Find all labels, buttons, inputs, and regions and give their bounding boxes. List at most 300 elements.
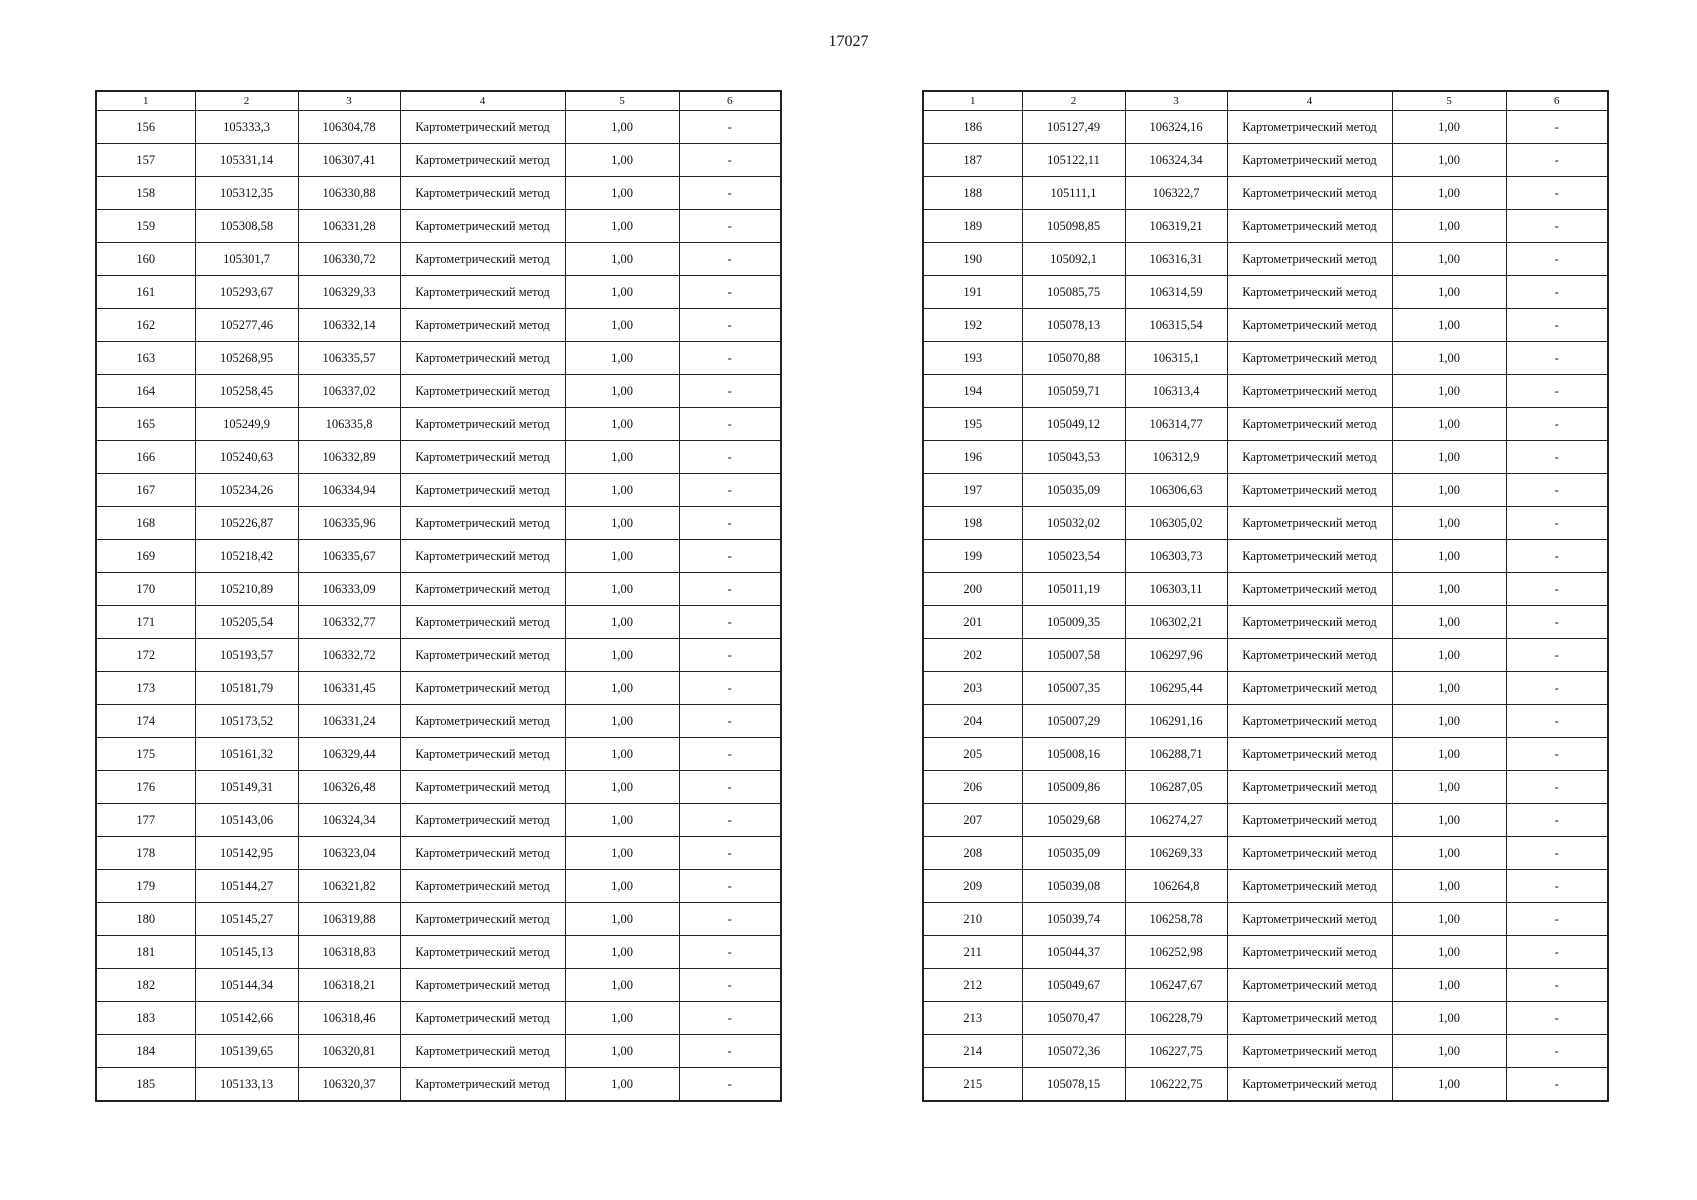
table-row: [96, 276, 781, 309]
method-cell: Картометрический метод: [1227, 111, 1392, 144]
point-number-cell: 180: [96, 903, 195, 936]
note-cell: -: [679, 936, 781, 969]
method-cell: Картометрический метод: [1227, 903, 1392, 936]
method-cell: Картометрический метод: [400, 771, 565, 804]
method-cell: Картометрический метод: [1227, 243, 1392, 276]
note-cell: -: [1506, 276, 1608, 309]
y-coordinate-cell: 106304,78: [298, 111, 400, 144]
point-number-cell: 162: [96, 309, 195, 342]
accuracy-cell: 1,00: [1392, 177, 1506, 210]
note-cell: -: [1506, 144, 1608, 177]
method-cell: Картометрический метод: [1227, 375, 1392, 408]
x-coordinate-cell: 105193,57: [195, 639, 298, 672]
coordinates-table-right: [922, 90, 1609, 1102]
point-number-cell: 190: [923, 243, 1022, 276]
method-cell: Картометрический метод: [400, 540, 565, 573]
method-cell: Картометрический метод: [400, 507, 565, 540]
method-cell: Картометрический метод: [400, 1068, 565, 1102]
table-header-row: [923, 91, 1608, 111]
point-number-cell: 194: [923, 375, 1022, 408]
method-cell: Картометрический метод: [400, 111, 565, 144]
table-row: [96, 837, 781, 870]
method-cell: Картометрический метод: [400, 672, 565, 705]
point-number-cell: 159: [96, 210, 195, 243]
x-coordinate-cell: 105043,53: [1022, 441, 1125, 474]
method-cell: Картометрический метод: [400, 705, 565, 738]
point-number-cell: 208: [923, 837, 1022, 870]
note-cell: -: [1506, 441, 1608, 474]
x-coordinate-cell: 105039,08: [1022, 870, 1125, 903]
y-coordinate-cell: 106332,14: [298, 309, 400, 342]
accuracy-cell: 1,00: [565, 738, 679, 771]
y-coordinate-cell: 106322,7: [1125, 177, 1227, 210]
note-cell: -: [679, 672, 781, 705]
note-cell: -: [1506, 936, 1608, 969]
point-number-cell: 172: [96, 639, 195, 672]
accuracy-cell: 1,00: [1392, 342, 1506, 375]
point-number-cell: 175: [96, 738, 195, 771]
table-row: [923, 309, 1608, 342]
point-number-cell: 192: [923, 309, 1022, 342]
method-cell: Картометрический метод: [1227, 837, 1392, 870]
table-row: [96, 342, 781, 375]
table-row: [96, 771, 781, 804]
method-cell: Картометрический метод: [1227, 309, 1392, 342]
note-cell: -: [1506, 408, 1608, 441]
note-cell: -: [1506, 573, 1608, 606]
table-row: [923, 276, 1608, 309]
accuracy-cell: 1,00: [565, 1068, 679, 1102]
table-row: [96, 1068, 781, 1102]
y-coordinate-cell: 106320,37: [298, 1068, 400, 1102]
y-coordinate-cell: 106288,71: [1125, 738, 1227, 771]
y-coordinate-cell: 106227,75: [1125, 1035, 1227, 1068]
x-coordinate-cell: 105007,58: [1022, 639, 1125, 672]
y-coordinate-cell: 106307,41: [298, 144, 400, 177]
table-row: [96, 111, 781, 144]
method-cell: Картометрический метод: [1227, 507, 1392, 540]
table-row: [923, 639, 1608, 672]
accuracy-cell: 1,00: [565, 804, 679, 837]
note-cell: -: [1506, 177, 1608, 210]
note-cell: -: [1506, 111, 1608, 144]
y-coordinate-cell: 106335,96: [298, 507, 400, 540]
note-cell: -: [1506, 771, 1608, 804]
table-row: [923, 408, 1608, 441]
accuracy-cell: 1,00: [1392, 1068, 1506, 1102]
x-coordinate-cell: 105139,65: [195, 1035, 298, 1068]
accuracy-cell: 1,00: [1392, 672, 1506, 705]
x-coordinate-cell: 105011,19: [1022, 573, 1125, 606]
note-cell: -: [1506, 837, 1608, 870]
y-coordinate-cell: 106291,16: [1125, 705, 1227, 738]
table-row: [96, 210, 781, 243]
y-coordinate-cell: 106331,45: [298, 672, 400, 705]
accuracy-cell: 1,00: [565, 969, 679, 1002]
method-cell: Картометрический метод: [1227, 1035, 1392, 1068]
method-cell: Картометрический метод: [400, 804, 565, 837]
method-cell: Картометрический метод: [400, 144, 565, 177]
accuracy-cell: 1,00: [565, 276, 679, 309]
y-coordinate-cell: 106332,72: [298, 639, 400, 672]
table-row: [96, 474, 781, 507]
point-number-cell: 160: [96, 243, 195, 276]
x-coordinate-cell: 105072,36: [1022, 1035, 1125, 1068]
y-coordinate-cell: 106319,21: [1125, 210, 1227, 243]
point-number-cell: 177: [96, 804, 195, 837]
x-coordinate-cell: 105312,35: [195, 177, 298, 210]
method-cell: Картометрический метод: [1227, 606, 1392, 639]
method-cell: Картометрический метод: [1227, 408, 1392, 441]
accuracy-cell: 1,00: [1392, 210, 1506, 243]
point-number-cell: 201: [923, 606, 1022, 639]
point-number-cell: 215: [923, 1068, 1022, 1102]
y-coordinate-cell: 106302,21: [1125, 606, 1227, 639]
y-coordinate-cell: 106252,98: [1125, 936, 1227, 969]
table-row: [923, 144, 1608, 177]
y-coordinate-cell: 106297,96: [1125, 639, 1227, 672]
note-cell: -: [679, 1002, 781, 1035]
note-cell: -: [679, 771, 781, 804]
method-cell: Картометрический метод: [400, 639, 565, 672]
accuracy-cell: 1,00: [1392, 309, 1506, 342]
x-coordinate-cell: 105070,47: [1022, 1002, 1125, 1035]
accuracy-cell: 1,00: [565, 870, 679, 903]
table-row: [923, 573, 1608, 606]
y-coordinate-cell: 106247,67: [1125, 969, 1227, 1002]
table-row: [923, 672, 1608, 705]
point-number-cell: 211: [923, 936, 1022, 969]
y-coordinate-cell: 106318,83: [298, 936, 400, 969]
method-cell: Картометрический метод: [1227, 474, 1392, 507]
method-cell: Картометрический метод: [1227, 144, 1392, 177]
accuracy-cell: 1,00: [1392, 573, 1506, 606]
page-number: 17027: [828, 33, 869, 50]
table-row: [923, 441, 1608, 474]
method-cell: Картометрический метод: [1227, 1002, 1392, 1035]
method-cell: Картометрический метод: [1227, 771, 1392, 804]
coordinates-table-left: [95, 90, 782, 1102]
point-number-cell: 167: [96, 474, 195, 507]
column-header-5: 5: [1392, 91, 1506, 111]
table-row: [923, 804, 1608, 837]
x-coordinate-cell: 105143,06: [195, 804, 298, 837]
table-row: [923, 210, 1608, 243]
point-number-cell: 178: [96, 837, 195, 870]
table-row: [923, 936, 1608, 969]
table-row: [96, 639, 781, 672]
table-row: [923, 969, 1608, 1002]
note-cell: -: [1506, 606, 1608, 639]
accuracy-cell: 1,00: [1392, 408, 1506, 441]
table-row: [96, 375, 781, 408]
table-row: [96, 738, 781, 771]
table-row: [96, 1002, 781, 1035]
method-cell: Картометрический метод: [1227, 573, 1392, 606]
accuracy-cell: 1,00: [1392, 936, 1506, 969]
y-coordinate-cell: 106305,02: [1125, 507, 1227, 540]
accuracy-cell: 1,00: [565, 210, 679, 243]
table-header-row: [96, 91, 781, 111]
x-coordinate-cell: 105226,87: [195, 507, 298, 540]
method-cell: Картометрический метод: [1227, 705, 1392, 738]
point-number-cell: 196: [923, 441, 1022, 474]
method-cell: Картометрический метод: [400, 342, 565, 375]
table-row: [96, 606, 781, 639]
accuracy-cell: 1,00: [565, 540, 679, 573]
point-number-cell: 212: [923, 969, 1022, 1002]
y-coordinate-cell: 106306,63: [1125, 474, 1227, 507]
note-cell: -: [679, 375, 781, 408]
column-header-2: 2: [195, 91, 298, 111]
table-row: [923, 474, 1608, 507]
method-cell: Картометрический метод: [1227, 870, 1392, 903]
y-coordinate-cell: 106329,44: [298, 738, 400, 771]
note-cell: -: [679, 441, 781, 474]
method-cell: Картометрический метод: [400, 606, 565, 639]
accuracy-cell: 1,00: [1392, 903, 1506, 936]
method-cell: Картометрический метод: [1227, 540, 1392, 573]
note-cell: -: [1506, 507, 1608, 540]
point-number-cell: 193: [923, 342, 1022, 375]
method-cell: Картометрический метод: [400, 408, 565, 441]
method-cell: Картометрический метод: [1227, 177, 1392, 210]
method-cell: Картометрический метод: [400, 1035, 565, 1068]
note-cell: -: [1506, 870, 1608, 903]
table-row: [96, 243, 781, 276]
accuracy-cell: 1,00: [565, 375, 679, 408]
method-cell: Картометрический метод: [1227, 672, 1392, 705]
x-coordinate-cell: 105111,1: [1022, 177, 1125, 210]
point-number-cell: 174: [96, 705, 195, 738]
x-coordinate-cell: 105044,37: [1022, 936, 1125, 969]
accuracy-cell: 1,00: [565, 705, 679, 738]
x-coordinate-cell: 105149,31: [195, 771, 298, 804]
point-number-cell: 158: [96, 177, 195, 210]
accuracy-cell: 1,00: [1392, 441, 1506, 474]
accuracy-cell: 1,00: [565, 243, 679, 276]
method-cell: Картометрический метод: [1227, 969, 1392, 1002]
x-coordinate-cell: 105173,52: [195, 705, 298, 738]
method-cell: Картометрический метод: [1227, 738, 1392, 771]
table-row: [923, 375, 1608, 408]
point-number-cell: 199: [923, 540, 1022, 573]
table-row: [96, 903, 781, 936]
table-row: [96, 705, 781, 738]
y-coordinate-cell: 106264,8: [1125, 870, 1227, 903]
table-row: [96, 804, 781, 837]
accuracy-cell: 1,00: [565, 177, 679, 210]
point-number-cell: 170: [96, 573, 195, 606]
y-coordinate-cell: 106316,31: [1125, 243, 1227, 276]
table-row: [923, 243, 1608, 276]
accuracy-cell: 1,00: [1392, 111, 1506, 144]
accuracy-cell: 1,00: [1392, 705, 1506, 738]
point-number-cell: 213: [923, 1002, 1022, 1035]
table-row: [96, 309, 781, 342]
accuracy-cell: 1,00: [565, 408, 679, 441]
note-cell: -: [1506, 639, 1608, 672]
method-cell: Картометрический метод: [400, 936, 565, 969]
x-coordinate-cell: 105308,58: [195, 210, 298, 243]
note-cell: -: [679, 540, 781, 573]
accuracy-cell: 1,00: [1392, 969, 1506, 1002]
point-number-cell: 161: [96, 276, 195, 309]
x-coordinate-cell: 105145,27: [195, 903, 298, 936]
accuracy-cell: 1,00: [1392, 276, 1506, 309]
table-row: [923, 738, 1608, 771]
y-coordinate-cell: 106318,46: [298, 1002, 400, 1035]
note-cell: -: [679, 804, 781, 837]
x-coordinate-cell: 105007,29: [1022, 705, 1125, 738]
y-coordinate-cell: 106287,05: [1125, 771, 1227, 804]
y-coordinate-cell: 106330,72: [298, 243, 400, 276]
table-row: [96, 969, 781, 1002]
y-coordinate-cell: 106313,4: [1125, 375, 1227, 408]
method-cell: Картометрический метод: [400, 1002, 565, 1035]
x-coordinate-cell: 105059,71: [1022, 375, 1125, 408]
accuracy-cell: 1,00: [1392, 375, 1506, 408]
method-cell: Картометрический метод: [400, 309, 565, 342]
accuracy-cell: 1,00: [565, 441, 679, 474]
column-header-6: 6: [679, 91, 781, 111]
table-row: [923, 870, 1608, 903]
column-header-3: 3: [298, 91, 400, 111]
point-number-cell: 184: [96, 1035, 195, 1068]
x-coordinate-cell: 105210,89: [195, 573, 298, 606]
point-number-cell: 200: [923, 573, 1022, 606]
column-header-6: 6: [1506, 91, 1608, 111]
note-cell: -: [679, 969, 781, 1002]
y-coordinate-cell: 106335,67: [298, 540, 400, 573]
point-number-cell: 164: [96, 375, 195, 408]
table-row: [96, 408, 781, 441]
accuracy-cell: 1,00: [1392, 606, 1506, 639]
x-coordinate-cell: 105049,67: [1022, 969, 1125, 1002]
method-cell: Картометрический метод: [400, 243, 565, 276]
note-cell: -: [1506, 705, 1608, 738]
x-coordinate-cell: 105009,35: [1022, 606, 1125, 639]
x-coordinate-cell: 105144,27: [195, 870, 298, 903]
y-coordinate-cell: 106333,09: [298, 573, 400, 606]
y-coordinate-cell: 106312,9: [1125, 441, 1227, 474]
y-coordinate-cell: 106315,1: [1125, 342, 1227, 375]
method-cell: Картометрический метод: [400, 375, 565, 408]
note-cell: -: [679, 408, 781, 441]
note-cell: -: [1506, 1002, 1608, 1035]
table-row: [923, 111, 1608, 144]
column-header-4: 4: [400, 91, 565, 111]
x-coordinate-cell: 105234,26: [195, 474, 298, 507]
accuracy-cell: 1,00: [1392, 144, 1506, 177]
point-number-cell: 186: [923, 111, 1022, 144]
x-coordinate-cell: 105078,13: [1022, 309, 1125, 342]
accuracy-cell: 1,00: [565, 1002, 679, 1035]
note-cell: -: [679, 573, 781, 606]
accuracy-cell: 1,00: [565, 309, 679, 342]
note-cell: -: [1506, 738, 1608, 771]
y-coordinate-cell: 106331,24: [298, 705, 400, 738]
accuracy-cell: 1,00: [565, 507, 679, 540]
method-cell: Картометрический метод: [1227, 1068, 1392, 1102]
point-number-cell: 195: [923, 408, 1022, 441]
accuracy-cell: 1,00: [565, 144, 679, 177]
table-row: [96, 672, 781, 705]
note-cell: -: [679, 705, 781, 738]
note-cell: -: [679, 1068, 781, 1102]
accuracy-cell: 1,00: [565, 1035, 679, 1068]
y-coordinate-cell: 106331,28: [298, 210, 400, 243]
y-coordinate-cell: 106228,79: [1125, 1002, 1227, 1035]
table-row: [923, 1035, 1608, 1068]
accuracy-cell: 1,00: [565, 573, 679, 606]
accuracy-cell: 1,00: [1392, 474, 1506, 507]
y-coordinate-cell: 106314,59: [1125, 276, 1227, 309]
point-number-cell: 205: [923, 738, 1022, 771]
method-cell: Картометрический метод: [400, 969, 565, 1002]
note-cell: -: [679, 111, 781, 144]
x-coordinate-cell: 105032,02: [1022, 507, 1125, 540]
y-coordinate-cell: 106334,94: [298, 474, 400, 507]
table-row: [96, 144, 781, 177]
y-coordinate-cell: 106303,11: [1125, 573, 1227, 606]
point-number-cell: 179: [96, 870, 195, 903]
point-number-cell: 182: [96, 969, 195, 1002]
point-number-cell: 204: [923, 705, 1022, 738]
accuracy-cell: 1,00: [565, 606, 679, 639]
y-coordinate-cell: 106321,82: [298, 870, 400, 903]
y-coordinate-cell: 106332,77: [298, 606, 400, 639]
x-coordinate-cell: 105249,9: [195, 408, 298, 441]
accuracy-cell: 1,00: [565, 474, 679, 507]
accuracy-cell: 1,00: [565, 342, 679, 375]
point-number-cell: 191: [923, 276, 1022, 309]
column-header-4: 4: [1227, 91, 1392, 111]
column-header-3: 3: [1125, 91, 1227, 111]
note-cell: -: [679, 210, 781, 243]
table-row: [96, 936, 781, 969]
method-cell: Картометрический метод: [1227, 342, 1392, 375]
y-coordinate-cell: 106332,89: [298, 441, 400, 474]
y-coordinate-cell: 106303,73: [1125, 540, 1227, 573]
note-cell: -: [679, 276, 781, 309]
point-number-cell: 168: [96, 507, 195, 540]
note-cell: -: [1506, 243, 1608, 276]
note-cell: -: [679, 474, 781, 507]
point-number-cell: 188: [923, 177, 1022, 210]
method-cell: Картометрический метод: [400, 210, 565, 243]
x-coordinate-cell: 105078,15: [1022, 1068, 1125, 1102]
y-coordinate-cell: 106314,77: [1125, 408, 1227, 441]
y-coordinate-cell: 106295,44: [1125, 672, 1227, 705]
column-header-5: 5: [565, 91, 679, 111]
table-row: [923, 1068, 1608, 1102]
table-row: [923, 705, 1608, 738]
point-number-cell: 189: [923, 210, 1022, 243]
accuracy-cell: 1,00: [565, 837, 679, 870]
point-number-cell: 181: [96, 936, 195, 969]
note-cell: -: [1506, 1068, 1608, 1102]
note-cell: -: [679, 870, 781, 903]
note-cell: -: [679, 903, 781, 936]
x-coordinate-cell: 105008,16: [1022, 738, 1125, 771]
method-cell: Картометрический метод: [400, 837, 565, 870]
table-row: [96, 441, 781, 474]
y-coordinate-cell: 106329,33: [298, 276, 400, 309]
table-row: [96, 540, 781, 573]
x-coordinate-cell: 105122,11: [1022, 144, 1125, 177]
point-number-cell: 187: [923, 144, 1022, 177]
